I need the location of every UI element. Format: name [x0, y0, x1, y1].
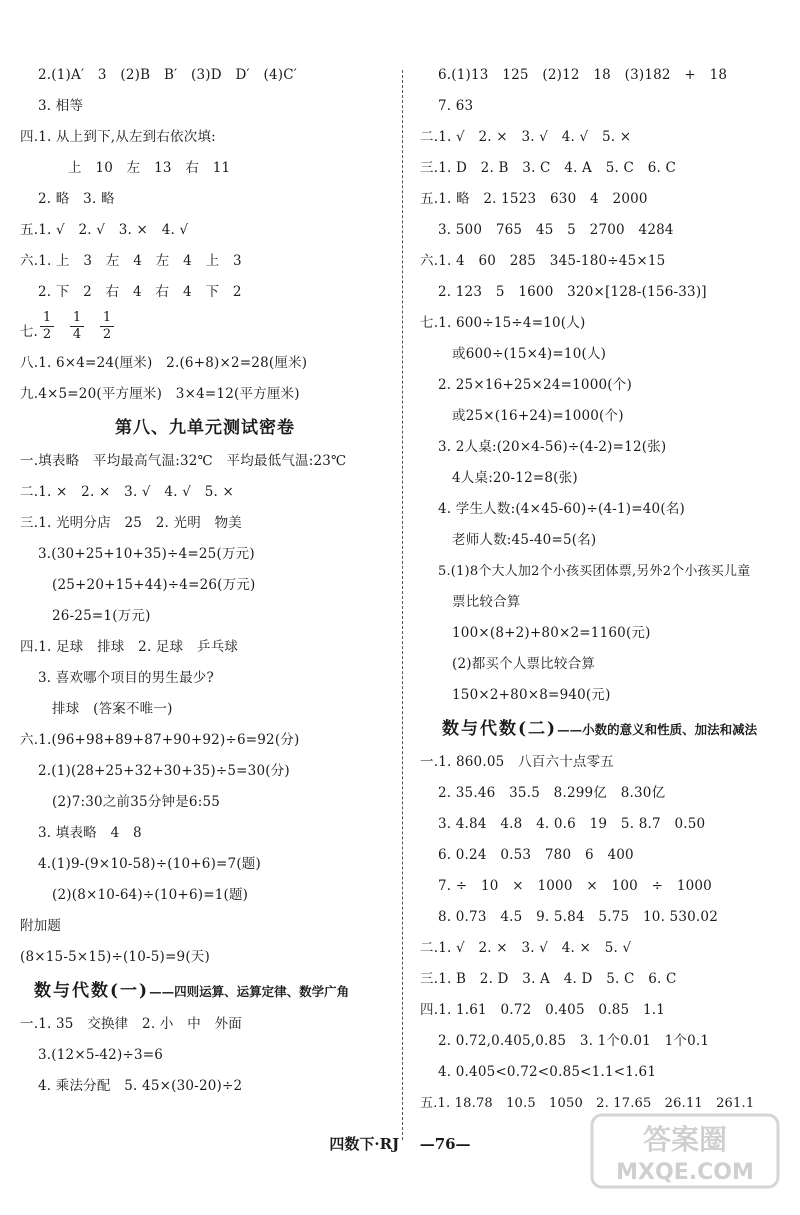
answer-line: 6. 0.24 0.53 780 6 400: [438, 847, 634, 863]
answer-line: 四.1. 足球 排球 2. 足球 乒乓球: [20, 639, 239, 655]
section-title: 数与代数(一): [34, 981, 150, 1001]
answer-line: 26-25=1(万元): [52, 608, 151, 624]
answer-line: 3. 500 765 45 5 2700 4284: [438, 222, 674, 238]
answer-line: 3. 喜欢哪个项目的男生最少?: [38, 670, 214, 686]
answer-line: 2. 0.72,0.405,0.85 3. 1个0.01 1个0.1: [438, 1033, 710, 1049]
answer-line: 150×2+80×8=940(元): [452, 687, 611, 703]
fraction: [70, 310, 84, 343]
fraction-denominator: 2: [42, 327, 52, 342]
answer-line: 6.(1)13 125 (2)12 18 (3)182 + 18: [438, 67, 728, 83]
answer-line: 2.(1)(28+25+32+30+35)÷5=30(分): [38, 763, 290, 779]
answer-line: (25+20+15+44)÷4=26(万元): [52, 577, 256, 593]
answer-line: 二.1. × 2. × 3. √ 4. √ 5. ×: [20, 484, 234, 500]
answer-line: 五.1. √ 2. √ 3. × 4. √: [20, 222, 189, 238]
answer-line: 2. 略 3. 略: [38, 191, 115, 207]
answer-line: 7. ÷ 10 × 1000 × 100 ÷ 1000: [438, 878, 712, 894]
answer-line: 或25×(16+24)=1000(个): [452, 408, 624, 424]
answer-line: 3. 相等: [38, 98, 84, 114]
answer-line: 四.1. 1.61 0.72 0.405 0.85 1.1: [420, 1002, 666, 1018]
answer-line: (8×15-5×15)÷(10-5)=9(天): [20, 949, 210, 965]
answer-line: 九.4×5=20(平方厘米) 3×4=12(平方厘米): [20, 386, 300, 402]
section-subtitle: ——小数的意义和性质、加法和减法: [557, 722, 758, 737]
test-heading: 第八、九单元测试密卷: [115, 418, 295, 438]
answer-line: 附加题: [20, 918, 62, 934]
answer-line: 7. 63: [438, 98, 474, 114]
fraction-numerator: 1: [40, 310, 54, 327]
answer-line: 三.1. B 2. D 3. A 4. D 5. C 6. C: [420, 971, 677, 987]
fraction-answer-line: [20, 308, 390, 348]
fraction-denominator: 2: [102, 327, 112, 342]
answer-line: 2. 25×16+25×24=1000(个): [438, 377, 632, 393]
section-title: 数与代数(二): [442, 719, 558, 739]
answer-line: 5.(1)8个大人加2个小孩买团体票,另外2个小孩买儿童: [438, 564, 751, 579]
fraction: [40, 310, 54, 343]
answer-line: 3.(30+25+10+35)÷4=25(万元): [38, 546, 255, 562]
section-subtitle: ——四则运算、运算定律、数学广角: [149, 984, 350, 999]
fraction-prefix: 七.: [20, 324, 38, 340]
site-watermark-logo: [590, 1113, 780, 1189]
answer-line: 3.(12×5-42)÷3=6: [38, 1047, 164, 1063]
answer-line: 4人桌:20-12=8(张): [452, 470, 578, 486]
answer-line: 上 10 左 13 右 11: [68, 160, 231, 176]
right-column: [420, 60, 790, 1119]
fraction-numerator: 1: [100, 310, 114, 327]
answer-line: 4. 0.405<0.72<0.85<1.1<1.61: [438, 1064, 657, 1080]
answer-line: 2. 35.46 35.5 8.299亿 8.30亿: [438, 785, 666, 801]
answer-line: 六.1. 4 60 285 345-180÷45×15: [420, 253, 666, 269]
answer-line: 八.1. 6×4=24(厘米) 2.(6+8)×2=28(厘米): [20, 355, 308, 371]
answer-line: 一.填表略 平均最高气温:32℃ 平均最低气温:23℃: [20, 453, 347, 469]
section-heading: [420, 711, 790, 747]
watermark-domain: MXQE.COM: [616, 1160, 754, 1185]
fraction-numerator: 1: [70, 310, 84, 327]
page-number: —76—: [419, 1135, 471, 1153]
left-column: [20, 60, 390, 1102]
answer-line: 一.1. 35 交换律 2. 小 中 外面: [20, 1016, 243, 1032]
answer-line: 或600÷(15×4)=10(人): [452, 346, 607, 362]
answer-line: 二.1. √ 2. × 3. √ 4. × 5. √: [420, 940, 632, 956]
answer-line: 4. 乘法分配 5. 45×(30-20)÷2: [38, 1078, 243, 1094]
answer-line: (2)(8×10-64)÷(10+6)=1(题): [52, 887, 249, 903]
answer-line: 票比较合算: [452, 594, 521, 610]
answer-line: (2)7:30之前35分钟是6:55: [52, 794, 221, 810]
answer-line: 3. 2人桌:(20×4-56)÷(4-2)=12(张): [438, 439, 667, 455]
answer-line: 老师人数:45-40=5(名): [452, 532, 597, 548]
answer-line: 4. 学生人数:(4×45-60)÷(4-1)=40(名): [438, 501, 685, 517]
fraction: [100, 310, 114, 343]
answer-line: 四.1. 从上到下,从左到右依次填:: [20, 129, 216, 145]
answer-line: 七.1. 600÷15÷4=10(人): [420, 315, 586, 331]
answer-line: 3. 填表略 4 8: [38, 825, 142, 841]
answer-line: (2)都买个人票比较合算: [452, 656, 596, 672]
answer-line: 三.1. 光明分店 25 2. 光明 物美: [20, 515, 243, 531]
answer-line: 六.1.(96+98+89+87+90+92)÷6=92(分): [20, 732, 300, 748]
answer-line: 五.1. 略 2. 1523 630 4 2000: [420, 191, 648, 207]
answer-line: 100×(8+2)+80×2=1160(元): [452, 625, 651, 641]
answer-line: 排球 (答案不唯一): [52, 701, 173, 717]
answer-line: 二.1. √ 2. × 3. √ 4. √ 5. ×: [420, 129, 632, 145]
answer-line: 8. 0.73 4.5 9. 5.84 5.75 10. 530.02: [438, 909, 718, 925]
fraction-denominator: 4: [72, 327, 82, 342]
answer-line: 2. 123 5 1600 320×[128-(156-33)]: [438, 284, 707, 300]
section-heading: [20, 973, 390, 1009]
answer-line: 2. 下 2 右 4 右 4 下 2: [38, 284, 242, 300]
answer-line: 3. 4.84 4.8 4. 0.6 19 5. 8.7 0.50: [438, 816, 706, 832]
column-divider: [402, 70, 403, 1140]
book-label: 四数下·RJ: [329, 1135, 400, 1153]
answer-line: 三.1. D 2. B 3. C 4. A 5. C 6. C: [420, 160, 677, 176]
answer-line: 五.1. 18.78 10.5 1050 2. 17.65 26.11 261.1: [420, 1096, 755, 1111]
watermark-title: 答案圈: [642, 1123, 728, 1156]
answer-line: 2.(1)A′ 3 (2)B B′ (3)D D′ (4)C′: [38, 67, 297, 83]
answer-line: 4.(1)9-(9×10-58)÷(10+6)=7(题): [38, 856, 261, 872]
answer-line: 六.1. 上 3 左 4 左 4 上 3: [20, 253, 242, 269]
answer-line: 一.1. 860.05 八百六十点零五: [420, 754, 614, 770]
